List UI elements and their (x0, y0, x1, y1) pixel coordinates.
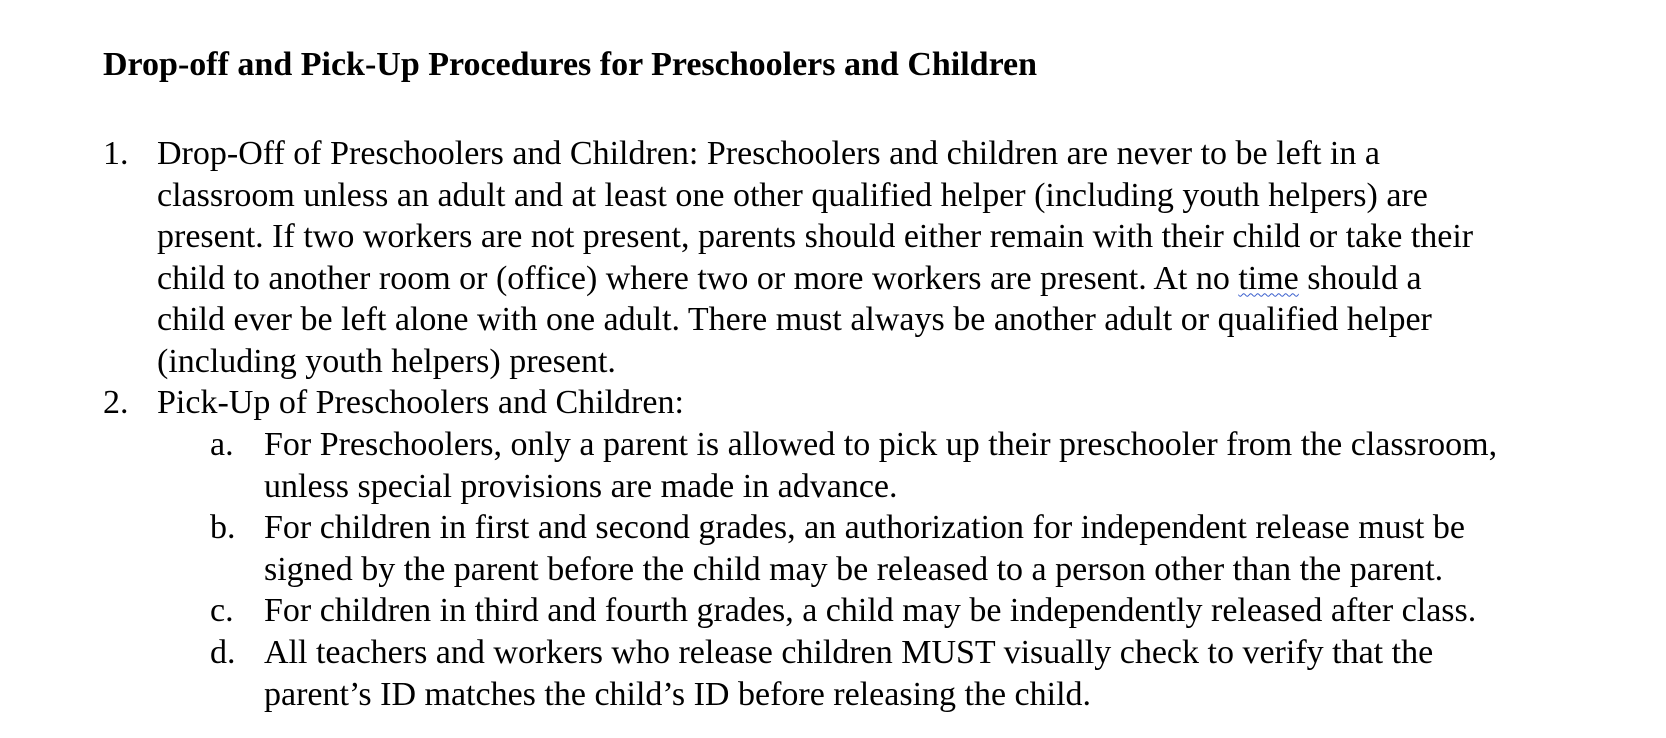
text-segment: child to another room or (office) where two or more workers are present. At no (157, 259, 1239, 297)
list-item-text: Pick-Up of Preschoolers and Children: (157, 384, 684, 421)
text-line: Drop-Off of Preschoolers and Children: Preschoolers and children are never to be left in a (157, 135, 1380, 172)
text-line: unless special provisions are made in advance. (264, 467, 898, 505)
text-line: present. If two workers are not present, parents should either remain with their child or take their (157, 218, 1474, 255)
text-line: signed by the parent before the child may be released to a person other than the parent. (264, 550, 1444, 588)
text-line: For children in third and fourth grades, a child may be independently released after class. (264, 592, 1477, 629)
spellcheck-flagged-word[interactable]: time (1238, 259, 1299, 297)
sub-list-text (264, 424, 1497, 507)
text-line: classroom unless an adult and at least one other qualified helper (including youth helpers) are (157, 176, 1428, 214)
text-line: All teachers and workers who release children MUST visually check to verify that the (264, 634, 1434, 671)
sub-list-text (264, 590, 1476, 632)
list-item-text (157, 133, 1473, 382)
text-line: parent’s ID matches the child’s ID before releasing the child. (264, 675, 1092, 713)
document-title: Drop-off and Pick-Up Procedures for Preschoolers and Children (103, 46, 1038, 83)
text-line: child ever be left alone with one adult. There must always be another adult or qualified helper (157, 301, 1432, 338)
sub-list-text (264, 632, 1433, 715)
sub-list-text (264, 507, 1465, 590)
list-number: 2. (103, 384, 129, 421)
text-line: For children in first and second grades, an authorization for independent release must be (264, 509, 1465, 546)
sub-list-letter: a. (210, 426, 234, 463)
list-number: 1. (103, 135, 129, 172)
sub-list-letter: c. (210, 592, 234, 629)
text-line: For Preschoolers, only a parent is allowed to pick up their preschooler from the classroom, (264, 426, 1498, 463)
sub-list-letter: b. (210, 509, 236, 546)
text-segment: should a (1298, 259, 1422, 297)
text-line: (including youth helpers) present. (157, 342, 616, 380)
text-line (157, 258, 1473, 300)
sub-list-letter: d. (210, 634, 236, 671)
